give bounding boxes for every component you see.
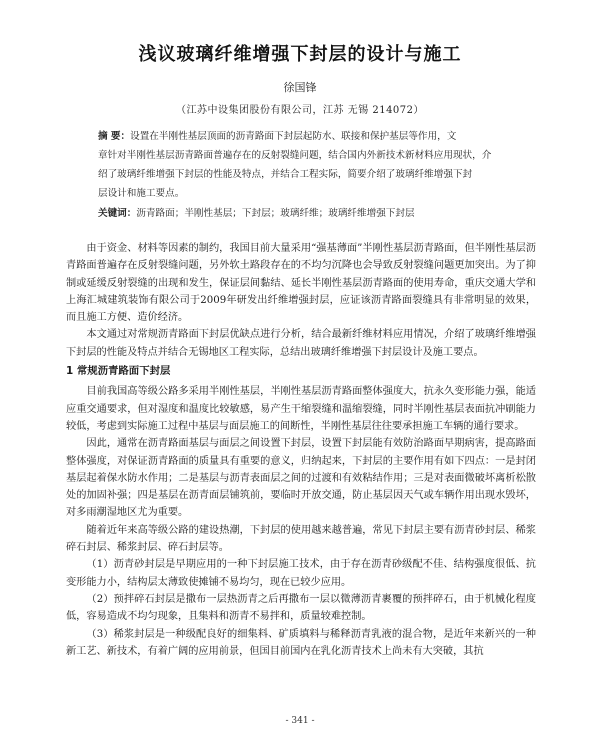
- paragraph: （1）沥青砂封层是早期应用的一种下封层施工技术，由于存在沥青砂级配不佳、结构强度很低、抗变形能力小，结构层太薄致使摊铺不易均匀，现在已较少应用。: [66, 559, 536, 588]
- author-name: 徐国锋: [283, 81, 317, 94]
- author-affiliation: （江苏中设集团股份有限公司，江苏 无锡 214072）: [175, 105, 425, 116]
- body-text: [66, 240, 536, 660]
- abstract-line: 绍了玻璃纤维增强下封层的性能及特点，并结合工程实际，简要介绍了玻璃纤维增强下封: [98, 169, 473, 180]
- paragraph: 目前我国高等级公路多采用半刚性基层，半刚性基层沥青路面整体强度大，抗永久变形能力强，能适应重交通要求，但对湿度和温度比较敏感，易产生干缩裂缝和温缩裂缝，同时半刚性基层表面抗冲刷能力较低，考虑到实际施工过程中基层与面层施工的间断性，半刚性基层往往要承担施工车辆的通行要求。: [66, 386, 536, 432]
- paragraph: 随着近年来高等级公路的建设热潮，下封层的使用越来越普遍，常见下封层主要有沥青砂封层、稀浆碎石封层、稀浆封层、碎石封层等。: [66, 524, 536, 554]
- abstract-line: 层设计和施工要点。: [98, 188, 185, 199]
- abstract-line: 摘 要：设置在半刚性基层顶面的沥青路面下封层起防水、联接和保护基层等作用，文: [98, 131, 457, 142]
- paragraph: 本文通过对常规沥青路面下封层优缺点进行分析，结合最新纤维材料应用情况，介绍了玻璃纤维增强下封层的性能及特点并结合无锡地区工程实际，总结出玻璃纤维增强下封层设计及施工要点。: [66, 329, 536, 358]
- paragraph: 由于资金、材料等因素的制约，我国目前大量采用“强基薄面”半刚性基层沥青路面，但半刚性基层沥青路面普遍存在反射裂缝问题，另外软土路段存在的不均匀沉降也会导致反射裂缝问题更加突出。为了抑制或延缓反射裂缝的出现和发生，保证层间黏结、延长半刚性基层沥青路面的使用寿命，重庆交通大学和上海汇城建筑装饰有限公司于2009年研发出纤维增强封层，应证该沥青路面裂缝具有非常明显的效果，而且施工方便、造价经济。: [66, 243, 536, 324]
- paragraph: 因此，通常在沥青路面基层与面层之间设置下封层，设置下封层能有效防治路面早期病害，提高路面整体强度，对保证沥青路面的质量具有重要的意义，归纳起来，下封层的主要作用有如下四点：一是封闭基层起着保水防水作用；二是基层与沥青表面层之间的过渡和有效粘结作用；三是对表面微破坏离析松散处的加固补强；四是基层在沥青面层铺筑前，要临时开放交通，防止基层因天气或车辆作用出现水毁坏，对多雨潮湿地区尤为重要。: [66, 438, 536, 519]
- paper-title: 浅议玻璃纤维增强下封层的设计与施工: [138, 44, 462, 65]
- paragraph: （3）稀浆封层是一种级配良好的细集料、矿质填料与稀释沥青乳液的混合物，是近年来新兴的一种新工艺、新技术，有着广阔的应用前景，但国目前国内在乳化沥青技术上尚未有大突破，其抗: [66, 628, 536, 657]
- abstract: [98, 127, 526, 203]
- abstract-line: 章针对半刚性基层沥青路面普遍存在的反射裂缝问题，结合国内外新技术新材料应用现状，介: [98, 150, 492, 161]
- page-number: - 341 -: [285, 716, 315, 726]
- keywords-label: 关键词：: [98, 208, 137, 219]
- keywords: [98, 205, 526, 219]
- section-heading: 1 常规沥青路面下封层: [66, 365, 171, 378]
- abstract-label: 摘 要：: [98, 131, 131, 142]
- paragraph: （2）预拌碎石封层是撒布一层热沥青之后再撒布一层以微薄沥青裹覆的预拌碎石，由于机械化程度低，容易造成不均匀现象，且集料和沥青不易拌和，质量较难控制。: [66, 593, 536, 623]
- keywords-text: 沥青路面；半刚性基层；下封层；玻璃纤维；玻璃纤维增强下封层: [136, 208, 415, 219]
